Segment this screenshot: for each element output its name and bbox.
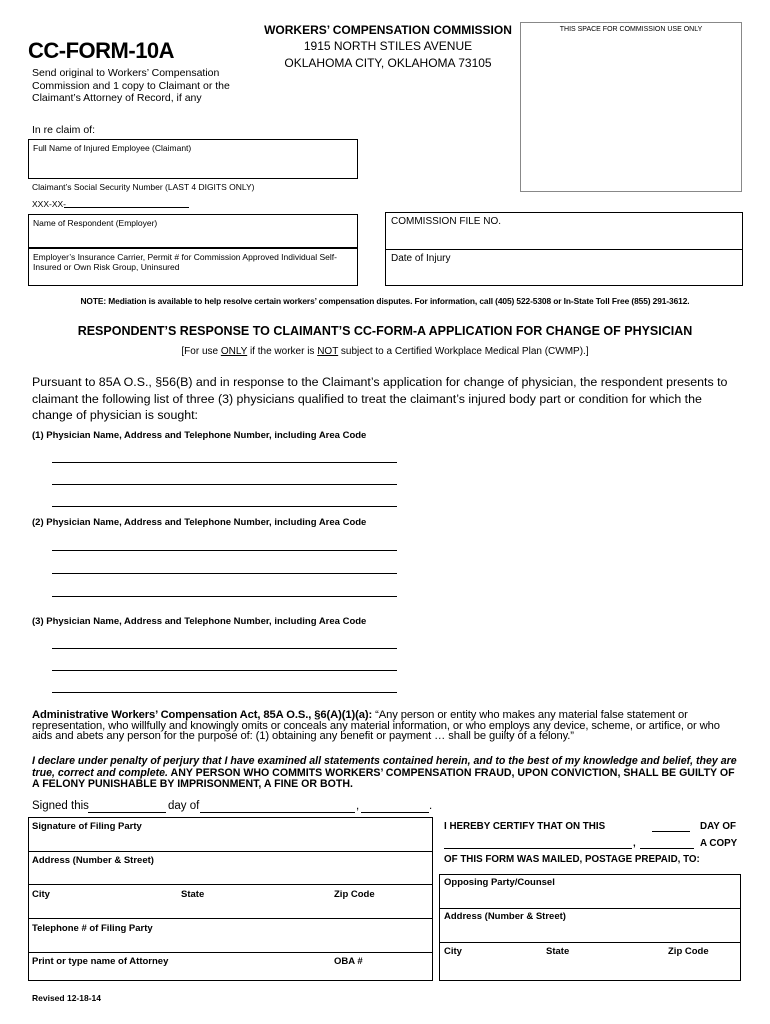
filing-telephone-field[interactable] bbox=[28, 918, 433, 952]
certify-line-1a: I HEREBY CERTIFY THAT ON THIS bbox=[444, 821, 606, 832]
form-id: CC-FORM-10A bbox=[28, 38, 175, 63]
opposing-zip-label: Zip Code bbox=[668, 946, 709, 957]
perjury-paragraph bbox=[32, 756, 742, 791]
physician-1-line-1[interactable] bbox=[52, 462, 397, 463]
opposing-state-label: State bbox=[546, 946, 570, 957]
carrier-label: Employer’s Insurance Carrier, Permit # for Commission Approved Individual Self-Insured or Own Risk Group, Uninsured bbox=[33, 252, 337, 272]
opposing-address-field[interactable] bbox=[439, 908, 741, 942]
form-subtitle bbox=[0, 346, 770, 357]
physician-2-label: (2) Physician Name, Address and Telephone Number, including Area Code bbox=[32, 517, 367, 528]
physician-1-line-2[interactable] bbox=[52, 484, 397, 485]
injury-date-field[interactable] bbox=[385, 249, 743, 286]
physician-3-label: (3) Physician Name, Address and Telephone Number, including Area Code bbox=[32, 616, 367, 627]
filing-address-field[interactable] bbox=[28, 851, 433, 884]
filing-telephone-label: Telephone # of Filing Party bbox=[32, 923, 153, 934]
ssn-input[interactable] bbox=[64, 207, 189, 208]
signed-period: . bbox=[429, 800, 433, 812]
filing-address-label: Address (Number & Street) bbox=[32, 855, 154, 866]
subtitle-post: subject to a Certified Workplace Medical Plan (CWMP).] bbox=[338, 346, 589, 357]
signed-comma: , bbox=[356, 800, 360, 812]
admin-act-paragraph bbox=[32, 710, 742, 742]
agency-name: WORKERS’ COMPENSATION COMMISSION bbox=[264, 23, 512, 37]
filing-signature-label: Signature of Filing Party bbox=[32, 821, 142, 832]
subtitle-not: NOT bbox=[317, 346, 339, 357]
day-of-label: day of bbox=[168, 800, 200, 812]
physician-3-line-1[interactable] bbox=[52, 648, 397, 649]
agency-address-1: 1915 NORTH STILES AVENUE bbox=[303, 39, 473, 53]
intro-paragraph: Pursuant to 85A O.S., §56(B) and in response to the Claimant’s application for change of physician, the respondent presents to claimant the following list of three (3) physicians qualified to treat the claimant’s injured body part or condition for which the change of physician is sought: bbox=[32, 375, 728, 422]
ssn-label: Claimant’s Social Security Number (LAST 4 DIGITS ONLY) bbox=[32, 182, 255, 192]
respondent-field[interactable] bbox=[28, 214, 358, 248]
opposing-address-label: Address (Number & Street) bbox=[444, 911, 566, 922]
physician-1-label: (1) Physician Name, Address and Telephone Number, including Area Code bbox=[32, 430, 367, 441]
fraud-warning: ANY PERSON WHO COMMITS WORKERS’ COMPENSATION FRAUD, UPON CONVICTION, SHALL BE GUILTY OF A FELONY PUNISHABLE BY IMPRISONMENT, A FINE OR BOTH. bbox=[32, 766, 735, 790]
send-instructions: Send original to Workers’ Compensation Commission and 1 copy to Claimant or the Claimant’s Attorney of Record, if any bbox=[32, 67, 230, 104]
claimant-name-label: Full Name of Injured Employee (Claimant) bbox=[33, 143, 192, 153]
filing-signature-field[interactable] bbox=[28, 817, 433, 851]
commission-file-field[interactable] bbox=[385, 212, 743, 250]
filing-city-label: City bbox=[32, 889, 50, 900]
opposing-party-field[interactable] bbox=[439, 874, 741, 908]
physician-3-line-3[interactable] bbox=[52, 692, 397, 693]
perjury-declaration: I declare under penalty of perjury that I have examined all statements contained herein, and to the best of my knowledge and belief, they are true, correct and complete. bbox=[32, 755, 737, 779]
commission-use-box bbox=[520, 22, 742, 192]
certify-month-input[interactable] bbox=[444, 848, 632, 849]
certify-line-3: OF THIS FORM WAS MAILED, POSTAGE PREPAID, TO: bbox=[444, 854, 700, 865]
agency-address-2: OKLAHOMA CITY, OKLAHOMA 73105 bbox=[284, 56, 492, 70]
certify-year-input[interactable] bbox=[640, 848, 694, 849]
physician-2-line-2[interactable] bbox=[52, 573, 397, 574]
admin-act-text: “Any person or entity who makes any material false statement or representation, who willfully and knowingly omits or conceals any material information, or who employs any device, scheme, or artifice, or who aids and abets any person for the purpose of: (1) obtaining any benefit or payment … shall be guilty of a felony.” bbox=[32, 709, 720, 742]
filing-city-row[interactable] bbox=[28, 884, 433, 918]
filing-attorney-row[interactable] bbox=[28, 952, 433, 981]
filing-attorney-label: Print or type name of Attorney bbox=[32, 956, 169, 967]
admin-act-heading: Administrative Workers’ Compensation Act, 85A O.S., §6(A)(1)(a): bbox=[32, 709, 373, 721]
physician-1-line-3[interactable] bbox=[52, 506, 397, 507]
form-title: RESPONDENT’S RESPONSE TO CLAIMANT’S CC-FORM-A APPLICATION FOR CHANGE OF PHYSICIAN bbox=[77, 324, 693, 338]
in-re-claim: In re claim of: bbox=[32, 124, 96, 136]
certify-line-1b: DAY OF bbox=[700, 821, 736, 832]
physician-3-line-2[interactable] bbox=[52, 670, 397, 671]
signed-month-input[interactable] bbox=[200, 812, 355, 813]
opposing-party-label: Opposing Party/Counsel bbox=[444, 877, 555, 888]
certify-day-input[interactable] bbox=[652, 831, 690, 832]
filing-oba-label: OBA # bbox=[334, 956, 363, 967]
commission-file-label: COMMISSION FILE NO. bbox=[391, 216, 502, 227]
filing-state-label: State bbox=[181, 889, 205, 900]
respondent-label: Name of Respondent (Employer) bbox=[33, 218, 158, 228]
opposing-city-row[interactable] bbox=[439, 942, 741, 981]
certify-comma: , bbox=[633, 838, 636, 849]
signed-this-label: Signed this bbox=[32, 800, 89, 812]
subtitle-only: ONLY bbox=[220, 346, 248, 357]
subtitle-pre: [For use bbox=[181, 346, 221, 357]
mediation-note: NOTE: Mediation is available to help resolve certain workers’ compensation disputes. For information, call (405) 522-5308 or In-State Toll Free (855) 291-3612. bbox=[80, 296, 690, 306]
certify-line-2: A COPY bbox=[700, 838, 738, 849]
commission-use-label: THIS SPACE FOR COMMISSION USE ONLY bbox=[559, 26, 703, 33]
filing-zip-label: Zip Code bbox=[334, 889, 375, 900]
claimant-name-field[interactable] bbox=[28, 139, 358, 179]
ssn-prefix: XXX-XX- bbox=[32, 199, 67, 209]
revision-date: Revised 12-18-14 bbox=[32, 993, 101, 1003]
injury-date-label: Date of Injury bbox=[391, 253, 451, 264]
physician-2-line-3[interactable] bbox=[52, 596, 397, 597]
signed-year-input[interactable] bbox=[361, 812, 429, 813]
subtitle-mid: if the worker is bbox=[247, 346, 318, 357]
signed-day-input[interactable] bbox=[88, 812, 166, 813]
carrier-field[interactable] bbox=[28, 248, 358, 286]
physician-2-line-1[interactable] bbox=[52, 550, 397, 551]
opposing-city-label: City bbox=[444, 946, 462, 957]
